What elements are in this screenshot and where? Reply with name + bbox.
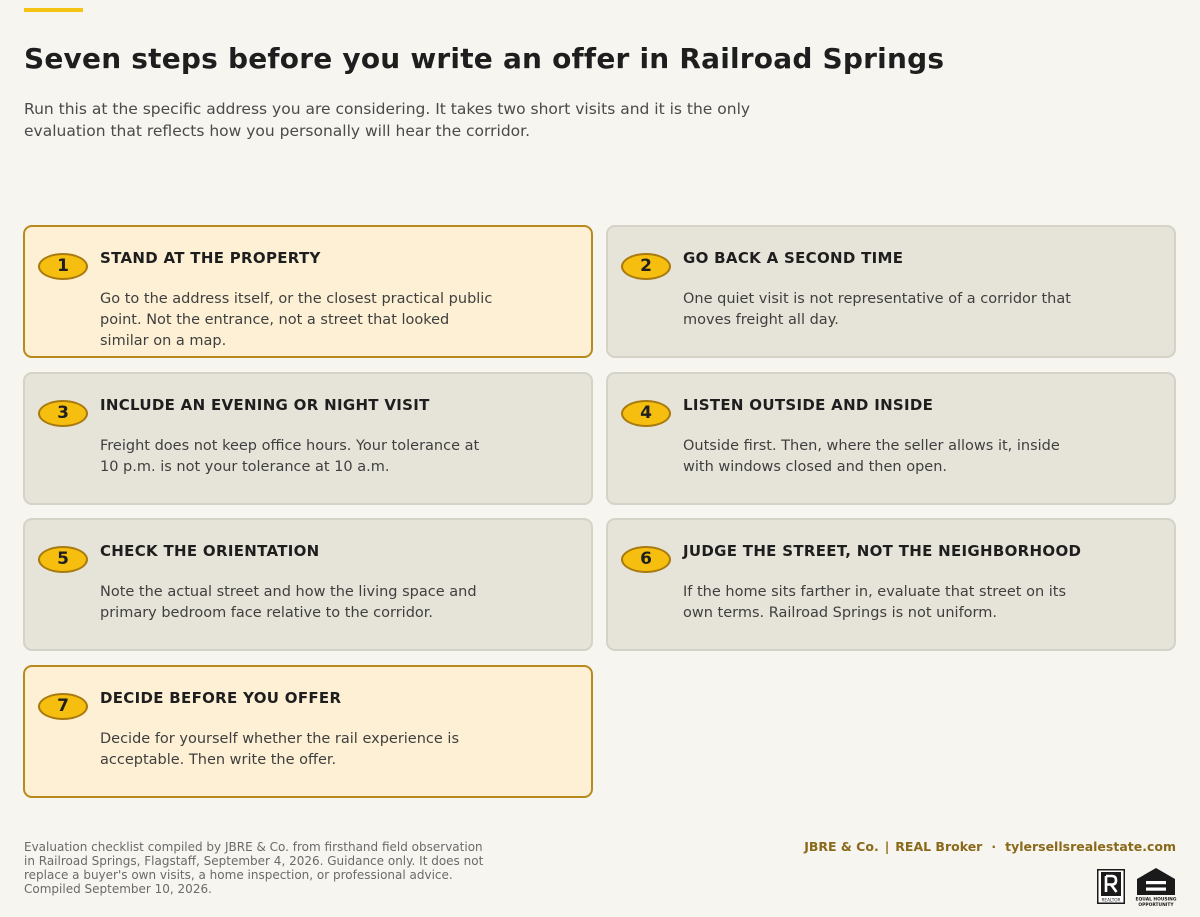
footer-brand-line xyxy=(804,839,1176,854)
step-description: Decide for yourself whether the rail experience is acceptable. Then write the offer. xyxy=(100,731,460,768)
step-description: Note the actual street and how the living space and primary bedroom face relative to the corridor. xyxy=(100,584,477,621)
step-number-badge: 6 xyxy=(621,546,671,573)
step-card-5 xyxy=(23,518,593,651)
realtor-logo-icon xyxy=(1097,869,1125,904)
page-title: Seven steps before you write an offer in Railroad Springs xyxy=(24,42,945,75)
step-number-badge: 2 xyxy=(621,253,671,280)
step-description: Freight does not keep office hours. Your tolerance at 10 p.m. is not your tolerance at 10 a.m. xyxy=(100,438,480,475)
step-number-badge: 7 xyxy=(38,693,88,720)
step-title: GO BACK A SECOND TIME xyxy=(683,249,904,267)
step-description: One quiet visit is not representative of a corridor that moves freight all day. xyxy=(683,291,1071,328)
step-title: JUDGE THE STREET, NOT THE NEIGHBORHOOD xyxy=(683,542,1082,560)
step-title: INCLUDE AN EVENING OR NIGHT VISIT xyxy=(100,396,430,414)
step-number-badge: 1 xyxy=(38,253,88,280)
step-title: DECIDE BEFORE YOU OFFER xyxy=(100,689,342,707)
step-card-7 xyxy=(23,665,593,798)
footer-disclaimer: Evaluation checklist compiled by JBRE & Co. from firsthand field observation in Railroad Springs, Flagstaff, September 4, 2026. Guidance only. It does not replace a buyer's own visits, a home inspection, or professional advice. Compiled September 10, 2026. xyxy=(24,840,484,896)
step-card-2 xyxy=(606,225,1176,358)
dot-separator: · xyxy=(991,839,997,854)
intro-text: Run this at the specific address you are considering. It takes two short visits and it is the only evaluation that reflects how you personally will hear the corridor. xyxy=(24,100,751,140)
svg-text:REALTOR: REALTOR xyxy=(1101,897,1121,903)
step-title: LISTEN OUTSIDE AND INSIDE xyxy=(683,396,934,414)
step-number-badge: 5 xyxy=(38,546,88,573)
website-link[interactable]: tylersellsrealestate.com xyxy=(1005,839,1176,854)
broker-name: REAL Broker xyxy=(895,839,983,854)
svg-text:OPPORTUNITY: OPPORTUNITY xyxy=(1138,903,1174,908)
step-card-1 xyxy=(23,225,593,358)
step-card-4 xyxy=(606,372,1176,505)
step-title: STAND AT THE PROPERTY xyxy=(100,249,321,267)
equal-housing-logo-icon xyxy=(1134,866,1178,908)
step-card-6 xyxy=(606,518,1176,651)
step-description: Outside first. Then, where the seller allows it, inside with windows closed and then open. xyxy=(683,438,1060,475)
brand-name: JBRE & Co. xyxy=(804,839,879,854)
step-description: If the home sits farther in, evaluate that street on its own terms. Railroad Springs is not uniform. xyxy=(683,584,1067,621)
svg-text:EQUAL HOUSING: EQUAL HOUSING xyxy=(1135,897,1177,903)
step-description: Go to the address itself, or the closest practical public point. Not the entrance, not a street that looked similar on a map. xyxy=(100,291,493,349)
step-number-badge: 3 xyxy=(38,400,88,427)
step-card-3 xyxy=(23,372,593,505)
step-number-badge: 4 xyxy=(621,400,671,427)
accent-bar xyxy=(24,8,83,12)
brand-separator: | xyxy=(884,839,890,854)
step-title: CHECK THE ORIENTATION xyxy=(100,542,320,560)
